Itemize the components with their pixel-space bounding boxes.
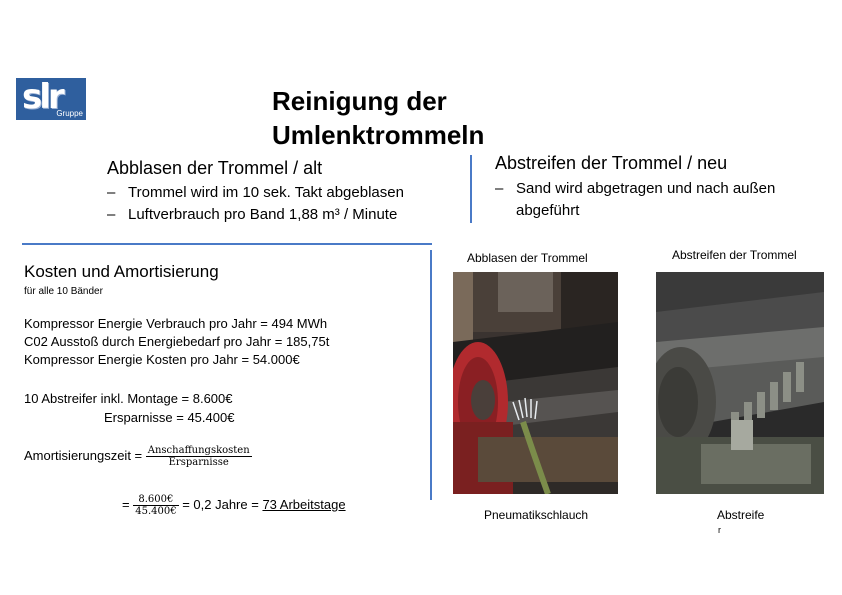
right-photo-caption-bottom-cut: r — [718, 525, 721, 535]
logo-subtitle: Gruppe — [56, 109, 83, 118]
logo-letters: slr — [22, 78, 62, 117]
fraction-denominator: Ersparnisse — [168, 457, 229, 468]
amortisation-label: Amortisierungszeit = — [24, 447, 143, 463]
slide-title-line2: Umlenktrommeln — [272, 120, 485, 150]
divider-horizontal — [22, 243, 432, 245]
calc-result: = 0,2 Jahre = — [182, 496, 259, 512]
slide-title-line1: Reinigung der — [272, 86, 447, 116]
calc-final: 73 Arbeitstage — [262, 496, 346, 512]
left-photo-caption-top: Abblasen der Trommel — [467, 251, 588, 265]
photo-scraping-drum-illustration — [656, 272, 824, 494]
costs-subtitle: für alle 10 Bänder — [24, 286, 103, 297]
amortisation-formula — [24, 445, 252, 468]
company-logo — [16, 78, 86, 120]
calc-numerator: 8.600€ — [133, 494, 178, 506]
right-section-heading: Abstreifen der Trommel / neu — [495, 153, 728, 173]
photo-blowing-drum — [453, 272, 618, 494]
calc-fraction — [133, 494, 178, 517]
cost-line: Kompressor Energie Kosten pro Jahr = 54.000€ — [24, 352, 300, 367]
left-photo-caption-bottom: Pneumatikschlauch — [484, 508, 589, 522]
calc-equals: = — [122, 496, 130, 512]
slide-title — [272, 84, 484, 152]
abstreifer-cost: 10 Abstreifer inkl. Montage = 8.600€ — [24, 391, 233, 406]
right-photo-caption-top: Abstreifen der Trommel — [672, 248, 797, 262]
savings-line: Ersparnisse = 45.400€ — [104, 410, 235, 425]
right-section-bullets — [495, 178, 825, 222]
left-section-bullets — [107, 182, 404, 226]
photo-scraping-drum — [656, 272, 824, 494]
right-photo-caption-bottom: Abstreife — [717, 508, 765, 522]
bullet-item: – Trommel wird im 10 sek. Takt abgeblasen — [107, 184, 404, 201]
formula-fraction — [146, 445, 252, 468]
cost-line: Kompressor Energie Verbrauch pro Jahr = 494 MWh — [24, 316, 328, 331]
costs-title: Kosten und Amortisierung — [24, 262, 219, 281]
amortisation-calculation — [122, 494, 346, 517]
photo-blowing-drum-illustration — [453, 272, 618, 494]
cost-line: C02 Ausstoß durch Energiebedarf pro Jahr = 185,75t — [24, 334, 330, 349]
calc-denominator: 45.400€ — [135, 506, 177, 517]
divider-vertical-lower — [430, 250, 432, 500]
bullet-item: – Sand wird abgetragen und nach außen abgeführt — [495, 180, 776, 219]
divider-vertical — [470, 155, 472, 223]
bullet-item: – Luftverbrauch pro Band 1,88 m³ / Minute — [107, 206, 398, 223]
fraction-numerator: Anschaffungskosten — [147, 445, 250, 456]
left-section-heading: Abblasen der Trommel / alt — [107, 158, 323, 178]
